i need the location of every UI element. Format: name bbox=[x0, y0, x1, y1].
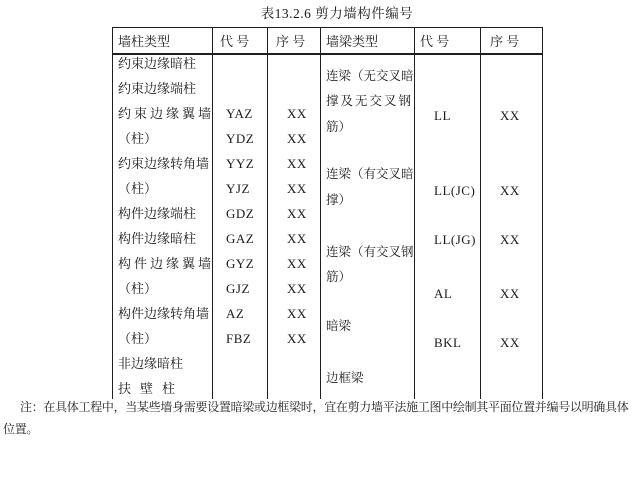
wall-code: GYZ bbox=[226, 256, 255, 271]
wall-serial: XX bbox=[287, 131, 307, 146]
wall-type-label: （柱） bbox=[118, 331, 158, 346]
wall-serial: XX bbox=[287, 306, 307, 321]
beam-code: LL(JC) bbox=[434, 183, 476, 198]
wall-serial: XX bbox=[287, 206, 307, 221]
column-divider bbox=[480, 28, 481, 399]
column-header-wall-code: 代 号 bbox=[220, 34, 250, 49]
wall-serial: XX bbox=[287, 281, 307, 296]
wall-type-label: （柱） bbox=[118, 181, 158, 196]
wall-serial: XX bbox=[287, 256, 307, 271]
footnote-line-1: 注：在具体工程中，当某些墙身需要设置暗梁或边框梁时，宜在剪力墙平法施工图中绘制其平面位置并编号以明确具体 bbox=[20, 400, 629, 414]
wall-serial: XX bbox=[287, 331, 307, 346]
wall-code: GJZ bbox=[226, 281, 250, 296]
wall-type-label: 约束边缘翼墙 bbox=[118, 106, 215, 121]
wall-type-label: 构件边缘转角墙 bbox=[118, 306, 210, 321]
beam-type-label: 边框梁 bbox=[326, 371, 364, 385]
beam-code: BKL bbox=[434, 335, 462, 350]
beam-serial: XX bbox=[500, 335, 520, 350]
wall-type-label: 扶壁柱 bbox=[118, 381, 185, 396]
beam-type-label: 筋） bbox=[326, 270, 352, 284]
column-divider bbox=[320, 28, 321, 399]
column-divider bbox=[212, 28, 213, 399]
beam-serial: XX bbox=[500, 183, 520, 198]
wall-code: FBZ bbox=[226, 331, 252, 346]
page-title: 表13.2.6 剪力墙构件编号 bbox=[260, 6, 414, 21]
table-border-right bbox=[542, 28, 543, 399]
column-divider bbox=[267, 28, 268, 399]
wall-code: AZ bbox=[226, 306, 245, 321]
footnote-line-2: 位置。 bbox=[3, 422, 39, 436]
column-header-beam-serial: 序 号 bbox=[490, 34, 520, 49]
beam-type-label: 暗梁 bbox=[326, 319, 352, 333]
wall-serial: XX bbox=[287, 181, 307, 196]
wall-code: GDZ bbox=[226, 206, 255, 221]
wall-code: YDZ bbox=[226, 131, 255, 146]
beam-type-label: 筋） bbox=[326, 120, 352, 134]
component-numbering-table bbox=[112, 27, 543, 399]
beam-type-label: 连梁（无交叉暗 bbox=[326, 69, 414, 83]
beam-code: LL bbox=[434, 108, 451, 123]
wall-code: YAZ bbox=[226, 106, 253, 121]
beam-type-label: 连梁（有交叉钢 bbox=[326, 245, 414, 259]
wall-type-label: 构件边缘暗柱 bbox=[118, 231, 197, 246]
wall-type-label: 约束边缘端柱 bbox=[118, 81, 197, 96]
wall-type-label: 构件边缘翼墙 bbox=[118, 256, 215, 271]
beam-type-label: 撑及无交叉钢 bbox=[326, 94, 414, 108]
column-header-beam-type: 墙梁类型 bbox=[326, 34, 379, 49]
wall-code: GAZ bbox=[226, 231, 255, 246]
wall-type-label: 构件边缘端柱 bbox=[118, 206, 197, 221]
column-header-wall-serial: 序 号 bbox=[276, 34, 306, 49]
column-divider bbox=[414, 28, 415, 399]
wall-type-label: 非边缘暗柱 bbox=[118, 356, 184, 371]
wall-code: YYZ bbox=[226, 156, 255, 171]
wall-serial: XX bbox=[287, 231, 307, 246]
wall-type-label: （柱） bbox=[118, 131, 158, 146]
beam-code: LL(JG) bbox=[434, 232, 476, 247]
beam-type-label: 连梁（有交叉暗 bbox=[326, 167, 414, 181]
column-header-wall-type: 墙柱类型 bbox=[118, 34, 171, 49]
wall-serial: XX bbox=[287, 106, 307, 121]
wall-type-label: 约束边缘暗柱 bbox=[118, 56, 197, 71]
beam-serial: XX bbox=[500, 232, 520, 247]
beam-serial: XX bbox=[500, 286, 520, 301]
table-border-left bbox=[112, 28, 113, 399]
beam-serial: XX bbox=[500, 108, 520, 123]
column-header-beam-code: 代 号 bbox=[420, 34, 450, 49]
wall-serial: XX bbox=[287, 156, 307, 171]
beam-type-label: 撑） bbox=[326, 193, 352, 207]
wall-type-label: 约束边缘转角墙 bbox=[118, 156, 210, 171]
wall-type-label: （柱） bbox=[118, 281, 158, 296]
wall-code: YJZ bbox=[226, 181, 250, 196]
beam-code: AL bbox=[434, 286, 453, 301]
